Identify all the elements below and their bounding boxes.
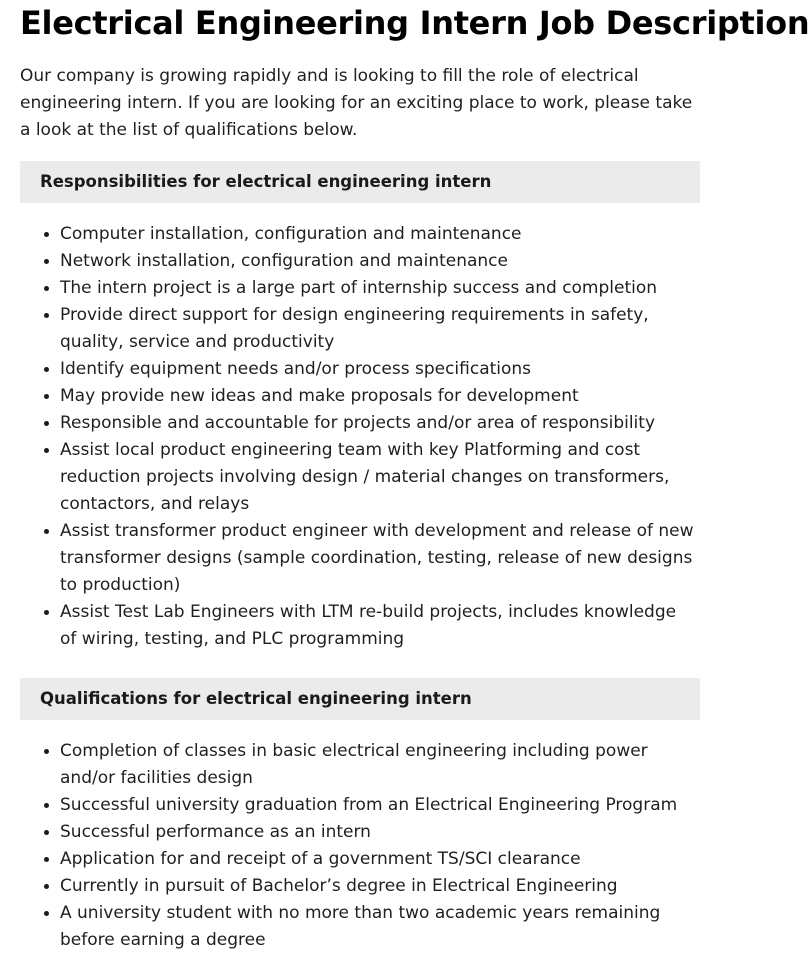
page-title: Electrical Engineering Intern Job Description — [20, 4, 809, 42]
list-item: Completion of classes in basic electrical engineering including power and/or facilities design — [60, 738, 700, 792]
list-item: Assist local product engineering team with key Platforming and cost reduction projects involving design / material changes on transformers, contactors, and relays — [60, 437, 700, 518]
responsibilities-list — [20, 221, 700, 653]
qualifications-heading: Qualifications for electrical engineering intern — [20, 678, 700, 720]
list-item: Currently in pursuit of Bachelor’s degree in Electrical Engineering — [60, 873, 700, 900]
list-item: Successful university graduation from an Electrical Engineering Program — [60, 792, 700, 819]
responsibilities-heading: Responsibilities for electrical engineering intern — [20, 161, 700, 203]
list-item: Provide direct support for design engineering requirements in safety, quality, service and productivity — [60, 302, 700, 356]
qualifications-list — [20, 738, 700, 954]
list-item: Assist Test Lab Engineers with LTM re-build projects, includes knowledge of wiring, testing, and PLC programming — [60, 599, 700, 653]
list-item: May provide new ideas and make proposals for development — [60, 383, 700, 410]
list-item: Responsible and accountable for projects and/or area of responsibility — [60, 410, 700, 437]
list-item: Successful performance as an intern — [60, 819, 700, 846]
list-item: Identify equipment needs and/or process specifications — [60, 356, 700, 383]
intro-paragraph: Our company is growing rapidly and is looking to fill the role of electrical engineering intern. If you are looking for an exciting place to work, please take a look at the list of qualifications below. — [20, 66, 693, 140]
list-item: Network installation, configuration and maintenance — [60, 248, 700, 275]
list-item: Assist transformer product engineer with development and release of new transformer designs (sample coordination, testing, release of new designs to production) — [60, 518, 700, 599]
list-item: A university student with no more than two academic years remaining before earning a degree — [60, 900, 700, 954]
list-item: Application for and receipt of a government TS/SCI clearance — [60, 846, 700, 873]
list-item: The intern project is a large part of internship success and completion — [60, 275, 700, 302]
list-item: Computer installation, configuration and maintenance — [60, 221, 700, 248]
